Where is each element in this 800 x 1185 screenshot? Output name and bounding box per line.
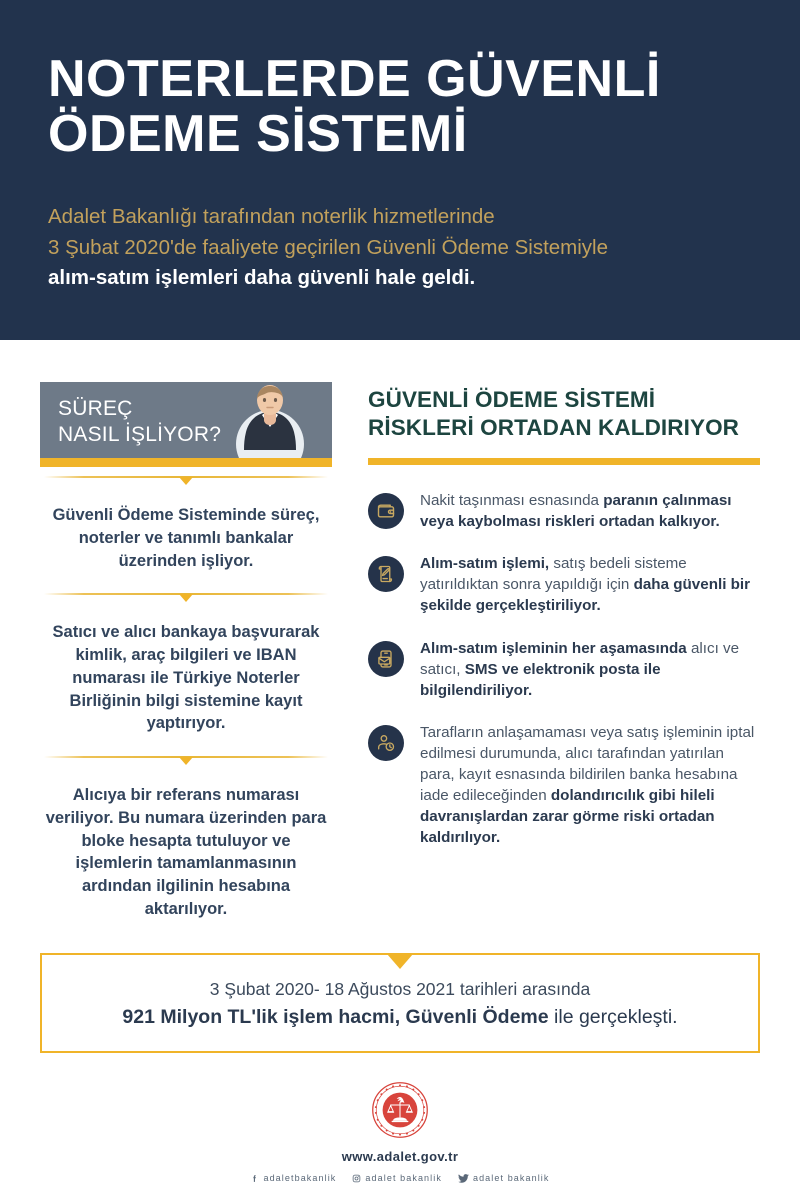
divider-arrow-icon (179, 477, 193, 485)
social-link-twitter[interactable] (458, 1173, 550, 1183)
risk-text: Alım-satım işleminin her aşamasında alıcı ve satıcı, SMS ve elektronik posta ile bilgilendiriliyor. (420, 639, 740, 699)
step-divider (40, 753, 332, 764)
risk-item (368, 554, 760, 616)
facebook-icon (250, 1174, 259, 1183)
divider-arrow-icon (179, 594, 193, 602)
statistics-callout (40, 953, 760, 1054)
header-subtitle (48, 202, 752, 293)
risks-title (368, 386, 760, 442)
instagram-handle: adalet bakanlik (365, 1173, 442, 1184)
step-divider (40, 590, 332, 601)
wallet-icon (368, 493, 404, 529)
twitter-handle: adalet bakanlik (472, 1173, 550, 1184)
risk-text: Tarafların anlaşamaması veya satış işleminin iptal edilmesi durumunda, alıcı tarafından yatırılan para, kayıt esnasında bildirilen banka hesabına iade edileceğinden dolandırıcılık gibi hileli davranışlardan zarar görme riski ortadan kaldırılıyor. (420, 724, 755, 846)
risk-text: Nakit taşınması esnasında paranın çalınması veya kaybolması riskleri ortadan kalkıyor. (420, 491, 732, 530)
social-links (0, 1173, 800, 1183)
ministry-of-justice-seal-icon (371, 1081, 429, 1139)
content-columns (0, 340, 800, 939)
logo-wrap (0, 1081, 800, 1139)
process-column (40, 382, 332, 939)
callout-figure-tail: ile gerçekleşti. (548, 1006, 678, 1029)
process-banner (40, 382, 332, 458)
page-title-line2: ÖDEME SİSTEMİ (48, 105, 468, 164)
process-banner-line1: SÜREÇ (58, 397, 133, 420)
callout-figure-bold: 921 Milyon TL'lik işlem hacmi, Güvenli Ödeme (122, 1006, 549, 1029)
header-banner (0, 0, 800, 340)
social-link-instagram[interactable] (352, 1173, 442, 1183)
process-banner-title (58, 396, 221, 447)
process-step-2: Satıcı ve alıcı bankaya başvurarak kimlik, araç bilgileri ve IBAN numarası ile Türkiye Noterler Birliğinin bilgi sistemine kayıt yaptırıyor. (52, 623, 320, 733)
contract-pen-icon (368, 556, 404, 592)
judge-avatar-icon (226, 382, 314, 458)
risk-text: Alım-satım işlemi, satış bedeli sisteme yatırıldıktan sonra yapıldığı için daha güvenli bir şekilde gerçekleştiriliyor. (420, 555, 751, 615)
callout-date-range: 3 Şubat 2020- 18 Ağustos 2021 tarihleri arasında (209, 978, 591, 999)
risk-item (368, 491, 760, 533)
subtitle-line2: 3 Şubat 2020'de faaliyete geçirilen Güvenli Ödeme Sistemiyle (48, 235, 609, 259)
website-url[interactable]: www.adalet.gov.tr (341, 1149, 459, 1165)
twitter-icon (458, 1174, 469, 1183)
process-steps (40, 467, 332, 939)
risk-item (368, 723, 760, 848)
footer (0, 1081, 800, 1183)
process-banner-accent-bar (40, 458, 332, 467)
phone-mail-icon (368, 641, 404, 677)
page-title-line1: NOTERLERDE GÜVENLİ (48, 50, 661, 108)
process-banner-line2: NASIL İŞLİYOR? (58, 422, 222, 446)
risk-item (368, 639, 760, 701)
callout-figure (62, 1003, 738, 1031)
divider-arrow-icon (179, 757, 193, 765)
risks-title-line1: GÜVENLİ ÖDEME SİSTEMİ (368, 387, 656, 412)
user-clock-icon (368, 725, 404, 761)
page-title (48, 52, 752, 162)
risks-title-line2: RİSKLERİ ORTADAN KALDIRIYOR (368, 414, 740, 440)
facebook-handle: adaletbakanlik (263, 1173, 337, 1184)
instagram-icon (352, 1174, 361, 1183)
risks-accent-bar (368, 458, 760, 465)
step-divider (40, 473, 332, 484)
process-step-3: Alıcıya bir referans numarası veriliyor. Bu numara üzerinden para bloke hesapta tutuluyor ve işlemlerin tamamlanmasının ardından ilgilinin hesabına aktarılıyor. (45, 786, 327, 918)
subtitle-line3: alım-satım işlemleri daha güvenli hale geldi. (48, 265, 476, 289)
callout-arrow-icon (387, 954, 413, 969)
social-link-facebook[interactable] (250, 1173, 336, 1183)
risks-list (368, 491, 760, 849)
subtitle-line1: Adalet Bakanlığı tarafından noterlik hizmetlerinde (48, 205, 495, 229)
risks-column (368, 382, 760, 870)
process-step-1: Güvenli Ödeme Sisteminde süreç, noterler ve tanımlı bankalar üzerinden işliyor. (52, 506, 320, 570)
